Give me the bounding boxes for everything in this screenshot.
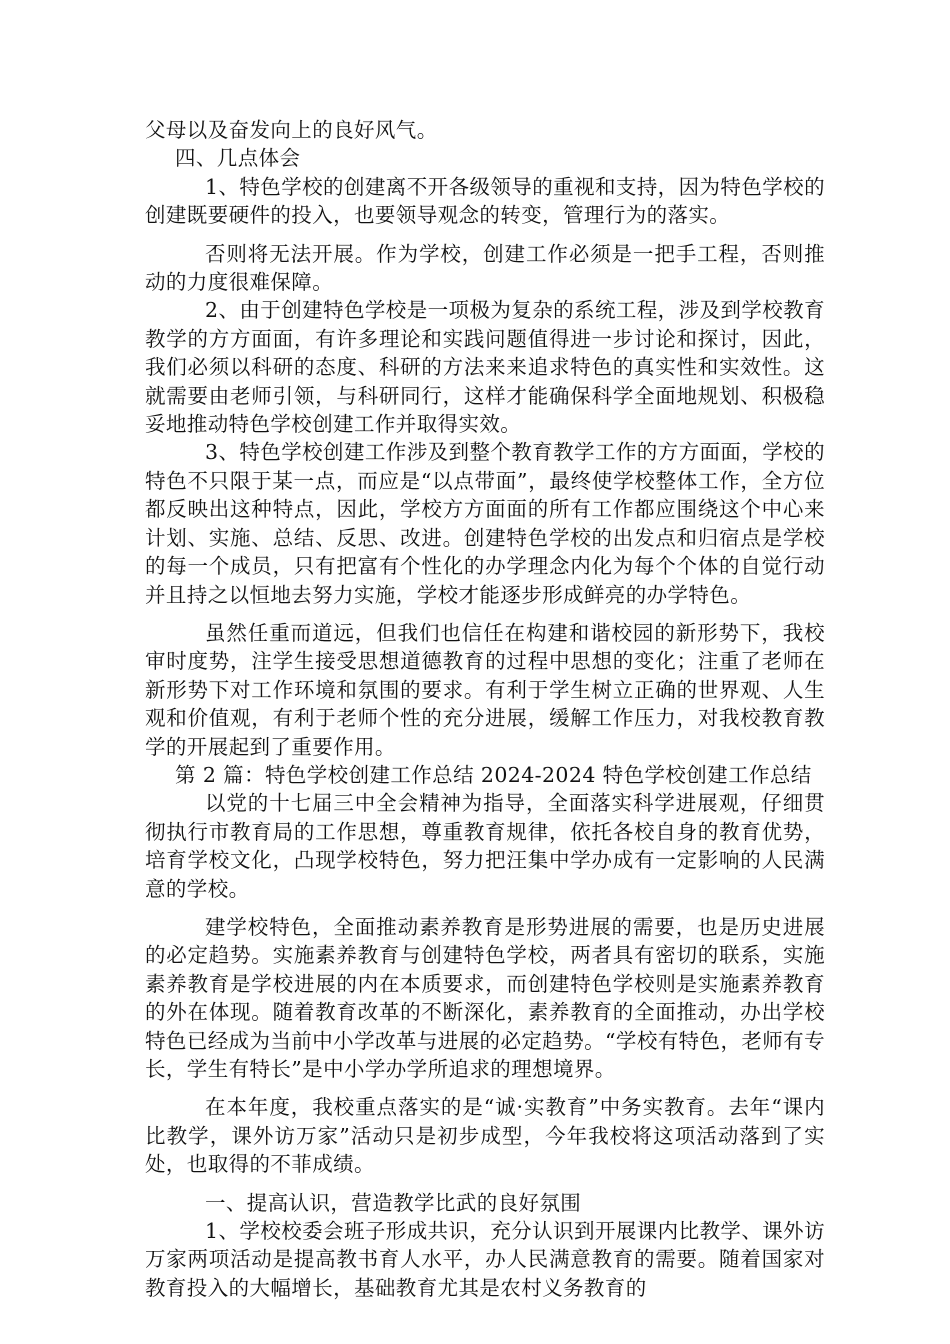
section-heading-reflections: 四、几点体会	[175, 146, 301, 171]
paragraph-school-features: 建学校特色，全面推动素养教育是形势进展的需要，也是历史进展的必定趋势。实施素养教育与创建特色学校，两者具有密切的联系，实施素养教育是学校进展的内在本质要求，而创建特色学校则是实施素养教育的外在体现。随着教育改革的不断深化，素养教育的全面推动，办出学校特色已经成为当前中小学改革与进展的必定趋势。“学校有特色，老师有专长，学生有特长”是中小学办学所追求的理想境界。	[145, 914, 825, 1081]
paragraph-conclusion: 虽然任重而道远，但我们也信任在构建和谐校园的新形势下，我校审时度势，注学生接受思想道德教育的过程中思想的变化；注重了老师在新形势下对工作环境和氛围的要求。有利于学生树立正确的世界观、人生观和价值观，有利于老师个性的充分进展，缓解工作压力，对我校教育教学的开展起到了重要作用。	[145, 620, 825, 759]
paragraph-point-1: 1、特色学校的创建离不开各级领导的重视和支持，因为特色学校的创建既要硬件的投入，也要领导观念的转变，管理行为的落实。	[145, 174, 825, 228]
paragraph-continuation: 父母以及奋发向上的良好风气。	[145, 118, 438, 142]
article-title-2: 第 2 篇：特色学校创建工作总结 2024-2024 特色学校创建工作总结	[175, 762, 812, 787]
paragraph-point-3: 3、特色学校创建工作涉及到整个教育教学工作的方方面面，学校的特色不只限于某一点，而应是“以点带面”，最终使学校整体工作，全方位都反映出这种特点，因此，学校方方面面的所有工作都应围绕这个中心来计划、实施、总结、反思、改进。创建特色学校的出发点和归宿点是学校的每一个成员，只有把富有个性化的办学理念内化为每个个体的自觉行动并且持之以恒地去努力实施，学校才能逐步形成鲜亮的办学特色。	[145, 440, 825, 607]
paragraph-point-2: 2、由于创建特色学校是一项极为复杂的系统工程，涉及到学校教育教学的方方面面，有许多理论和实践问题值得进一步讨论和探讨，因此，我们必须以科研的态度、科研的方法来来追求特色的真实性和实效性。这就需要由老师引领，与科研同行，这样才能确保科学全面地规划、积极稳妥地推动特色学校创建工作并取得实效。	[145, 298, 825, 437]
section-heading-awareness: 一、提高认识，营造教学比武的良好氛围	[205, 1190, 582, 1215]
paragraph-guiding-thought: 以党的十七届三中全会精神为指导，全面落实科学进展观，仔细贯彻执行市教育局的工作思想，尊重教育规律，依托各校自身的教育优势，培育学校文化，凸现学校特色，努力把汪集中学办成有一定影响的人民满意的学校。	[145, 791, 825, 901]
paragraph-point-1-cont: 否则将无法开展。作为学校，创建工作必须是一把手工程，否则推动的力度很难保障。	[145, 241, 825, 295]
paragraph-this-year: 在本年度，我校重点落实的是“诚·实教育”中务实教育。去年“课内比教学，课外访万家”活动只是初步成型，今年我校将这项活动落到了实处，也取得的不菲成绩。	[145, 1095, 825, 1177]
paragraph-consensus: 1、学校校委会班子形成共识，充分认识到开展课内比教学、课外访万家两项活动是提高教书育人水平，办人民满意教育的需要。随着国家对教育投入的大幅增长，基础教育尤其是农村义务教育的	[145, 1219, 825, 1300]
document-body	[145, 116, 825, 1302]
